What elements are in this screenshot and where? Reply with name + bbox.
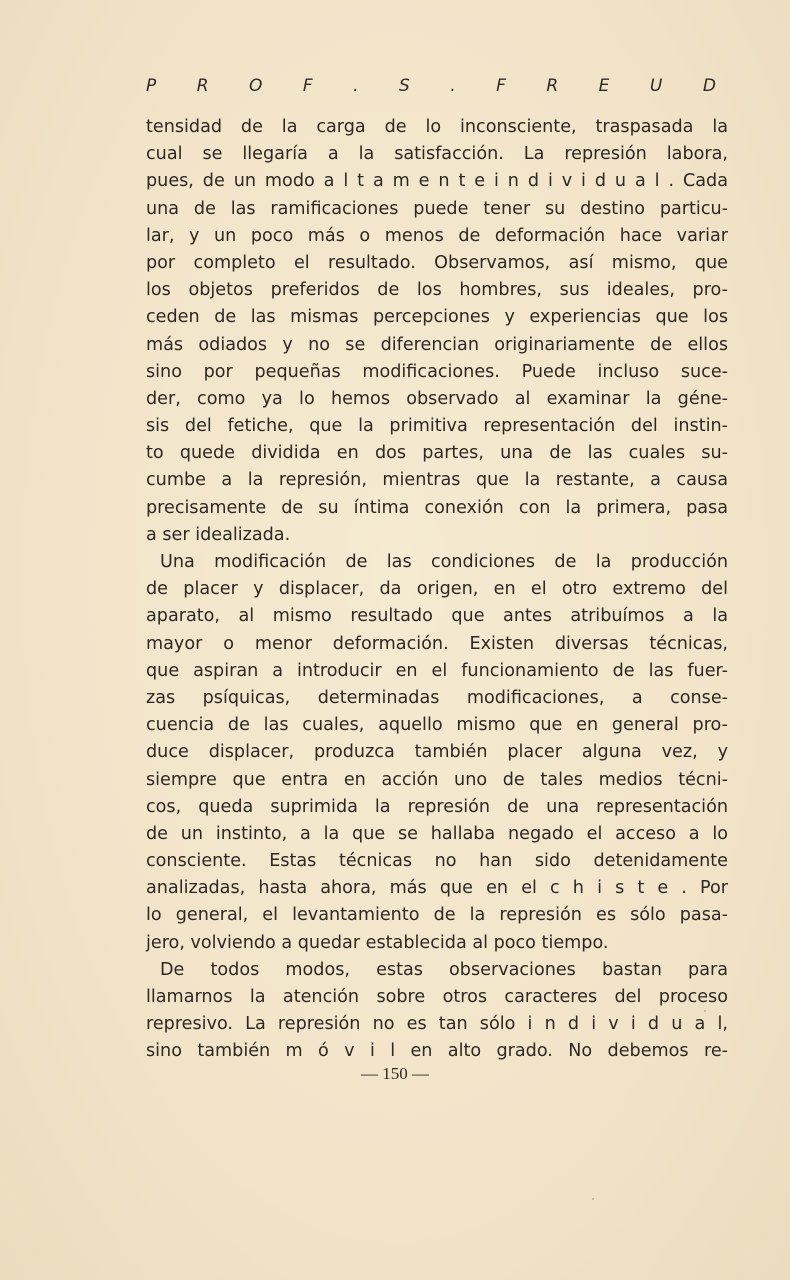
running-head-letter: P	[146, 76, 157, 96]
text-line: mayor o menor deformación. Existen diversas técnicas,	[146, 633, 728, 654]
page-number: — 150 —	[361, 1064, 429, 1083]
text-line: por completo el resultado. Observamos, así mismo, que	[146, 252, 728, 273]
text-line: de placer y displacer, da origen, en el otro extremo del	[146, 579, 728, 600]
running-head-letter: D	[702, 76, 716, 96]
text-line: cumbe a la represión, mientras que la restante, a causa	[146, 470, 728, 491]
text-line: cual se llegaría a la satisfacción. La represión labora,	[146, 144, 728, 165]
text-line: una de las ramificaciones puede tener su destino particu-	[146, 198, 728, 219]
running-head-letter: S	[399, 76, 410, 96]
text-line: duce displacer, produzca también placer alguna vez, y	[146, 742, 728, 763]
text-line: más odiados y no se diferencian originariamente de ellos	[146, 334, 728, 355]
text-line: llamarnos la atención sobre otros caracteres del proceso	[146, 987, 728, 1007]
running-head-letter: .	[353, 76, 359, 96]
text-line: pues, de un modo a l t a m e n t e i n d i v i d u a l . Cada	[146, 171, 728, 192]
text-line: los objetos preferidos de los hombres, sus ideales, pro-	[146, 280, 728, 301]
running-head-letter: .	[450, 76, 456, 96]
running-head-letter: R	[196, 76, 209, 96]
text-line: sino también m ó v i l en alto grado. No debemos re-	[146, 1041, 728, 1062]
text-line: De todos modos, estas observaciones bastan para	[160, 959, 728, 980]
running-head-letter: F	[302, 76, 313, 96]
text-line: jero, volviendo a quedar establecida al poco tiempo.	[146, 932, 609, 953]
text-line: represivo. La represión no es tan sólo i n d i v i d u a l,	[146, 1014, 728, 1035]
text-line: sis del fetiche, que la primitiva representación del instin-	[146, 416, 728, 437]
running-head	[146, 76, 716, 96]
paper-speck	[704, 1010, 706, 1012]
text-line: a ser idealizada.	[146, 524, 291, 545]
text-line: que aspiran a introducir en el funcionamiento de las fuer-	[146, 660, 728, 681]
text-line: cuencia de las cuales, aquello mismo que en general pro-	[146, 715, 728, 736]
text-line: der, como ya lo hemos observado al examinar la géne-	[146, 388, 728, 409]
paper-speck	[592, 1198, 594, 1200]
text-line: consciente. Estas técnicas no han sido detenidamente	[146, 851, 728, 872]
body-text	[146, 114, 728, 1066]
running-head-letter: F	[496, 76, 506, 96]
text-line: sino por pequeñas modificaciones. Puede incluso suce-	[146, 361, 728, 382]
running-head-letter: O	[249, 76, 263, 96]
text-line: aparato, al mismo resultado que antes atribuímos a la	[146, 606, 728, 627]
text-line: lar, y un poco más o menos de deformación hace variar	[146, 225, 728, 246]
text-line: ceden de las mismas percepciones y experiencias que los	[146, 307, 728, 328]
text-line: zas psíquicas, determinadas modificaciones, a conse-	[146, 687, 728, 708]
text-line: tensidad de la carga de lo inconsciente, traspasada la	[146, 117, 728, 137]
text-line: lo general, el levantamiento de la represión es sólo pasa-	[146, 905, 728, 926]
text-line: analizadas, hasta ahora, más que en el c h i s t e . Por	[146, 878, 728, 899]
running-head-letter: U	[649, 76, 663, 96]
text-line: precisamente de su íntima conexión con la primera, pasa	[146, 497, 728, 518]
text-line: siempre que entra en acción uno de tales medios técni-	[146, 769, 728, 790]
text-line: de un instinto, a la que se hallaba negado el acceso a lo	[146, 823, 728, 844]
running-head-letter: E	[598, 76, 610, 96]
text-line: to quede dividida en dos partes, una de las cuales su-	[146, 443, 728, 464]
running-head-letter: R	[546, 76, 559, 96]
text-line: cos, queda suprimida la represión de una representación	[146, 796, 728, 817]
text-line: Una modificación de las condiciones de la producción	[160, 552, 728, 572]
